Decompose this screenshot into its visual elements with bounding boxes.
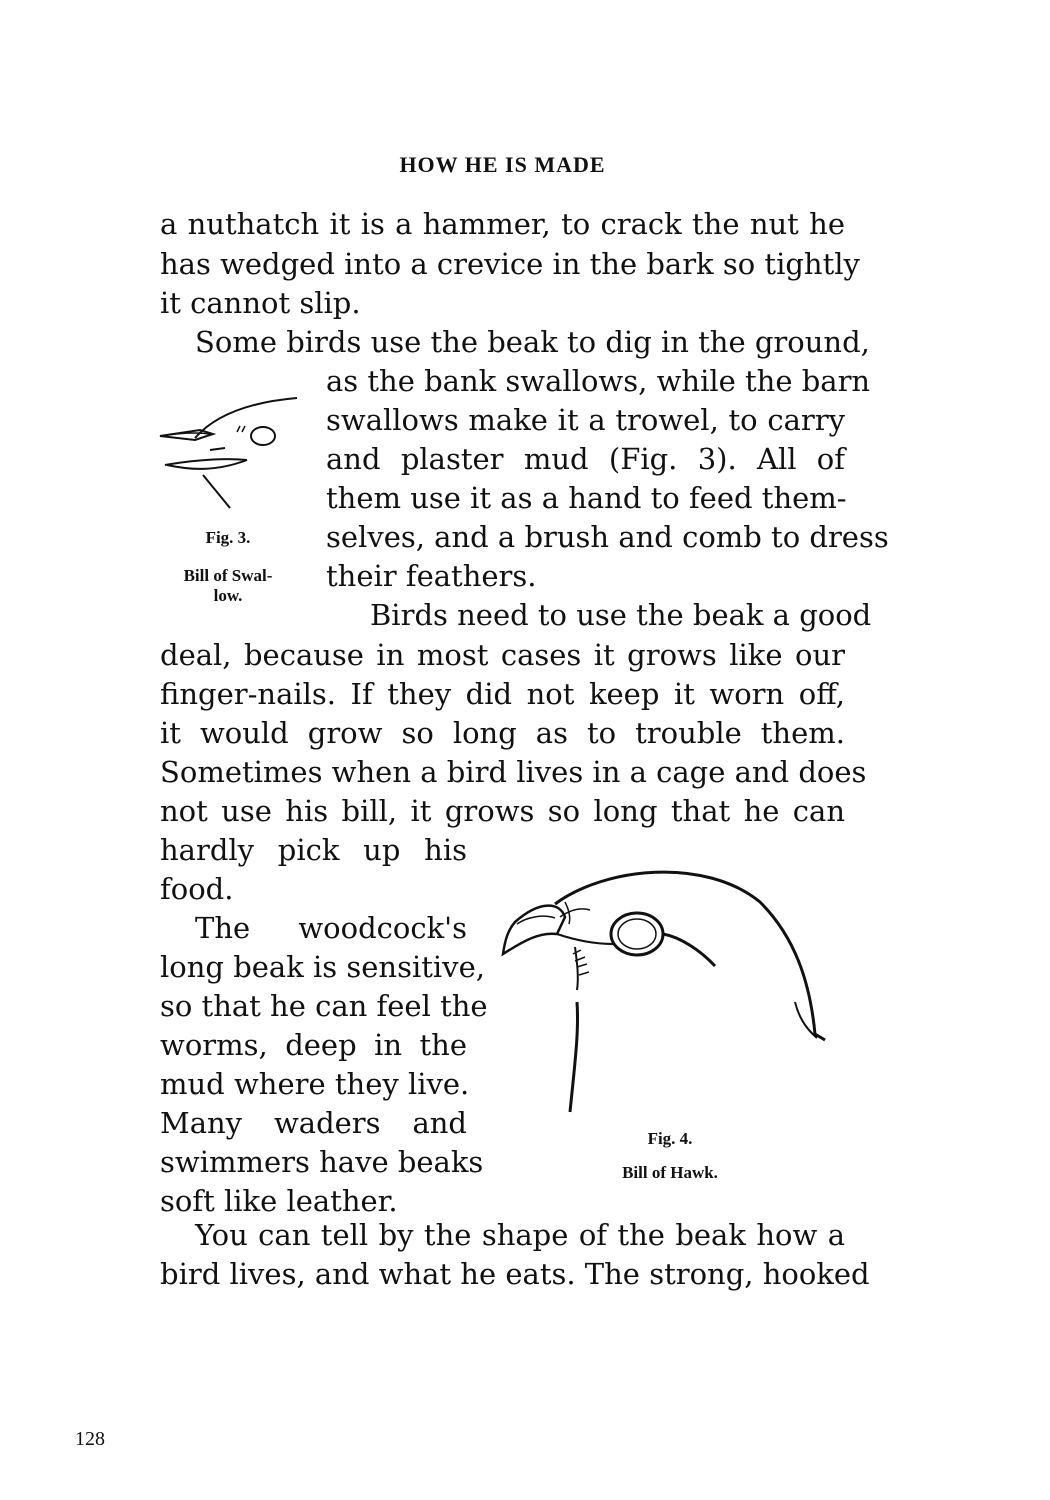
hawk-head-figure xyxy=(495,862,840,1122)
text-line: Some birds use the beak to dig in the ground, xyxy=(195,325,870,359)
text-line: Birds need to use the beak a good xyxy=(370,598,872,632)
text-line: bird lives, and what he eats. The strong, hooked xyxy=(160,1257,870,1291)
text-line: it would grow so long as to trouble them. xyxy=(160,716,845,750)
text-line: has wedged into a crevice in the bark so tightly xyxy=(160,247,860,281)
text-line: it cannot slip. xyxy=(160,286,361,320)
text-line: mud where they live. xyxy=(160,1067,470,1101)
running-header: HOW HE IS MADE xyxy=(399,152,606,177)
text-line: so that he can feel the xyxy=(160,989,488,1023)
figure-caption: Bill of Swal- xyxy=(183,566,273,585)
text-line: hardly pick up his xyxy=(160,833,467,867)
text-line: long beak is sensitive, xyxy=(160,950,485,984)
text-line: as the bank swallows, while the barn xyxy=(326,364,871,398)
figure-caption: Bill of Hawk. xyxy=(622,1163,718,1182)
swallow-bill-figure xyxy=(155,390,305,515)
text-line: Sometimes when a bird lives in a cage and does xyxy=(160,755,867,789)
text-line: Many waders and xyxy=(160,1106,467,1140)
text-line: You can tell by the shape of the beak how a xyxy=(195,1218,845,1252)
text-line: deal, because in most cases it grows like our xyxy=(160,638,845,672)
text-line: finger-nails. If they did not keep it worn off, xyxy=(160,677,845,711)
text-line: food. xyxy=(160,872,234,906)
text-line: not use his bill, it grows so long that he can xyxy=(160,794,845,828)
text-line: swallows make it a trowel, to carry xyxy=(326,403,845,437)
text-line: worms, deep in the xyxy=(160,1028,467,1062)
figure-number: Fig. 3. xyxy=(205,528,251,547)
text-line: and plaster mud (Fig. 3). All of xyxy=(326,442,845,476)
text-line: swimmers have beaks xyxy=(160,1145,484,1179)
text-line: selves, and a brush and comb to dress xyxy=(326,520,889,554)
page-number: 128 xyxy=(75,1428,105,1450)
text-line: them use it as a hand to feed them- xyxy=(326,481,847,515)
text-line: a nuthatch it is a hammer, to crack the nut he xyxy=(160,207,845,241)
figure-number: Fig. 4. xyxy=(647,1129,693,1148)
figure-caption: low. xyxy=(213,586,243,605)
text-line: soft like leather. xyxy=(160,1184,398,1218)
text-line: The woodcock's xyxy=(195,911,467,945)
text-line: their feathers. xyxy=(326,559,537,593)
